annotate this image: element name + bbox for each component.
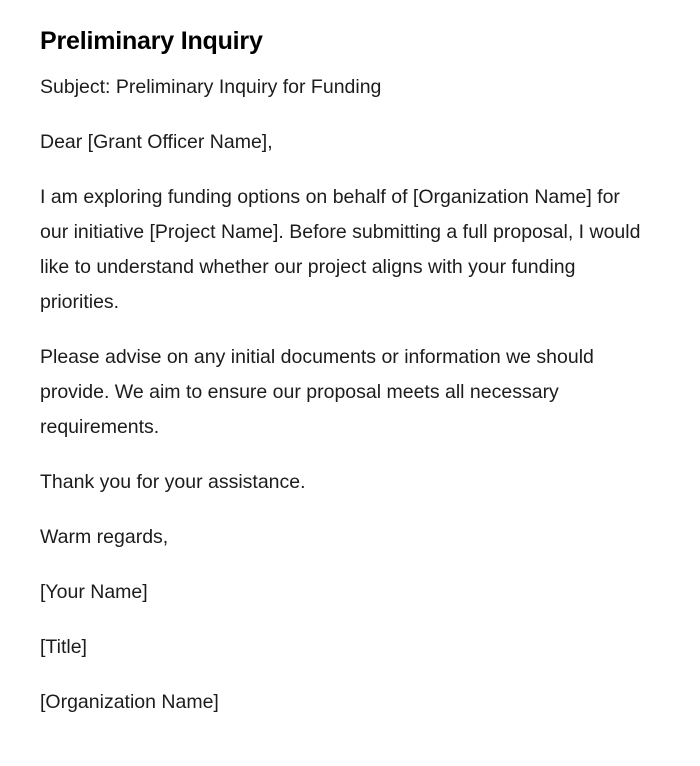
body-paragraph-1: I am exploring funding options on behalf of [Organization Name] for our initiative [Project Name]. Before submitting a full proposal, I would like to understand whether our project aligns with your funding priorities. <box>40 186 641 313</box>
signature-organization: [Organization Name] <box>40 691 219 713</box>
signature-title: [Title] <box>40 636 87 658</box>
salutation: Dear [Grant Officer Name], <box>40 131 273 153</box>
body-paragraph-2: Please advise on any initial documents or information we should provide. We aim to ensure our proposal meets all necessary requirements. <box>40 346 594 438</box>
subject-line: Subject: Preliminary Inquiry for Funding <box>40 76 382 98</box>
closing-line: Warm regards, <box>40 526 169 548</box>
document-title: Preliminary Inquiry <box>40 27 263 55</box>
thanks-line: Thank you for your assistance. <box>40 471 306 493</box>
signature-name: [Your Name] <box>40 581 148 603</box>
